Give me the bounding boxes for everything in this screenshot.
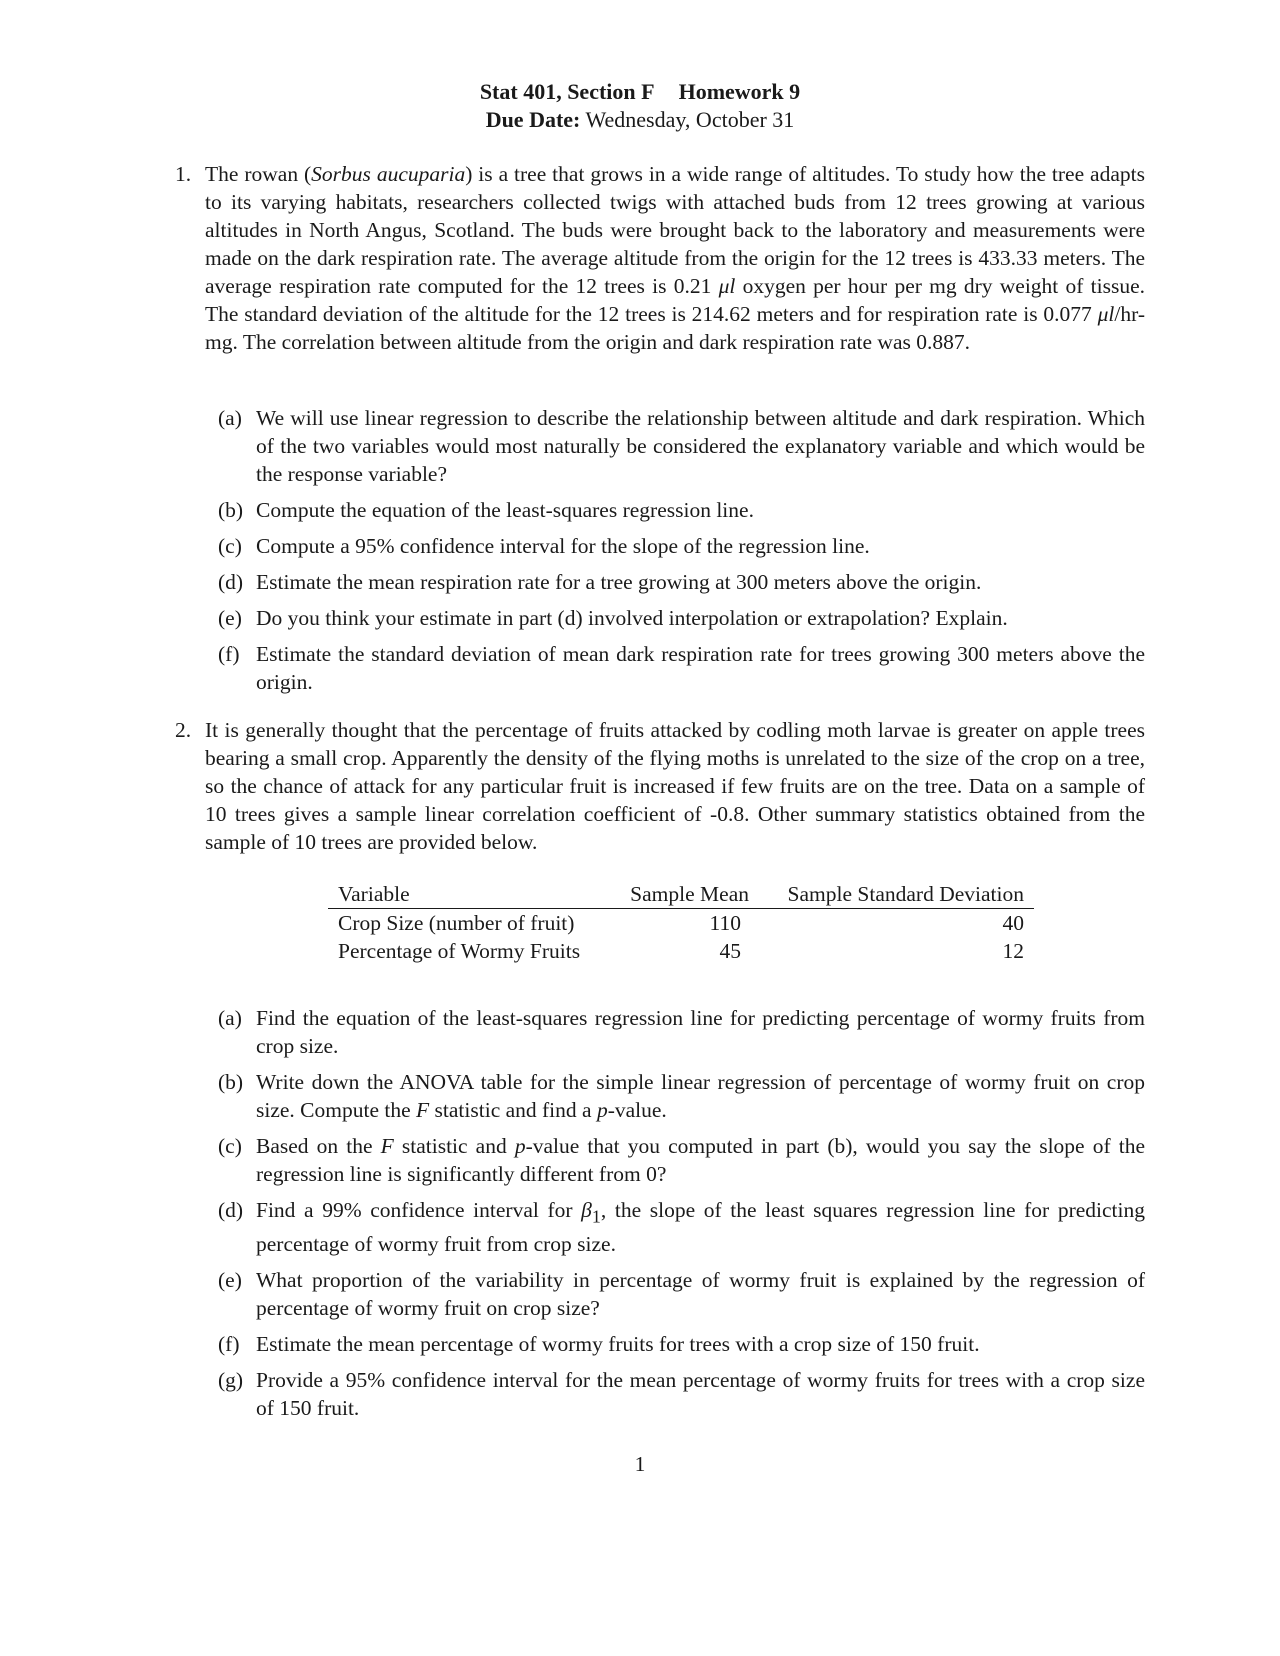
table-cell: 45 — [719, 939, 741, 963]
part-text: What proportion of the variability in percentage of wormy fruit is explained by the regression of percentage of wormy fruit on crop size? — [256, 1268, 1145, 1321]
part-item — [218, 604, 1145, 632]
part-text: Compute the equation of the least-squares regression line. — [256, 498, 754, 522]
course-title-line — [0, 78, 1280, 106]
part-text: Compute a 95% confidence interval for the slope of the regression line. — [256, 534, 870, 558]
question-1 — [175, 160, 1145, 356]
part-text: We will use linear regression to describe the relationship between altitude and dark respiration. Which of the two variables would most naturally be considered the explanatory variable and which would be the response variable? — [256, 406, 1145, 486]
part-text: Estimate the standard deviation of mean dark respiration rate for trees growing 300 meters above the origin. — [256, 642, 1145, 694]
part-text: Do you think your estimate in part (d) involved interpolation or extrapolation? Explain. — [256, 606, 1008, 630]
part-text: Estimate the mean respiration rate for a tree growing at 300 meters above the origin. — [256, 570, 982, 594]
p-symbol: p — [514, 1134, 526, 1158]
part-item — [218, 568, 1145, 596]
table-cell: 110 — [709, 911, 741, 935]
table-cell: Crop Size (number of fruit) — [338, 911, 575, 935]
part-label: (f) — [218, 1332, 240, 1357]
part-text: Find the equation of the least-squares regression line for predicting percentage of wormy fruits from crop size. — [256, 1006, 1145, 1058]
part-text: Estimate the mean percentage of wormy fruits for trees with a crop size of 150 fruit. — [256, 1332, 980, 1357]
page-header — [0, 78, 1280, 134]
part-text: statistic and — [393, 1134, 515, 1158]
part-label: (g) — [218, 1368, 244, 1393]
table-header-cell: Variable — [338, 882, 410, 906]
f-symbol: F — [380, 1134, 394, 1158]
part-label: (d) — [218, 1198, 244, 1222]
part-text: -value that you computed in part (b), would you say the slope of the regression line is significantly different from 0? — [256, 1134, 1145, 1186]
table-cell: 12 — [1002, 939, 1024, 963]
part-label: (c) — [218, 1134, 242, 1158]
part-item — [218, 1068, 1145, 1124]
part-label: (f) — [218, 642, 240, 666]
table-header-cell: Sample Mean — [630, 882, 749, 906]
question-2-parts — [218, 1004, 1145, 1430]
question-number: 2. — [175, 718, 192, 742]
assignment-title: Homework 9 — [678, 79, 801, 104]
beta-subscript: 1 — [591, 1206, 601, 1227]
part-item — [218, 640, 1145, 696]
question-1-parts — [218, 404, 1145, 704]
page-number: 1 — [634, 1452, 646, 1476]
part-item — [218, 496, 1145, 524]
part-text: statistic and find a — [429, 1098, 597, 1122]
part-text: Write down the ANOVA table for the simple linear regression of percentage of wormy fruit on crop size. Compute the — [256, 1070, 1145, 1122]
part-text: Based on the — [256, 1134, 381, 1158]
course-title: Stat 401, Section F — [479, 79, 655, 104]
unit-microliter: μl — [1097, 302, 1115, 326]
part-item — [218, 1196, 1145, 1258]
part-label: (d) — [218, 570, 244, 594]
table-header-cell: Sample Standard Deviation — [787, 882, 1024, 906]
table-cell: Percentage of Wormy Fruits — [338, 939, 581, 963]
part-label: (b) — [218, 1070, 244, 1094]
part-item — [218, 404, 1145, 488]
part-label: (c) — [218, 534, 242, 558]
unit-microliter: μl — [718, 274, 736, 298]
question-text: It is generally thought that the percentage of fruits attacked by codling moth larvae is greater on apple trees bearing a small crop. Apparently the density of the flying moths is unrelated to the size of the crop on a tree, so the chance of attack for any particular fruit is increased if few fruits are on the tree. Data on a sample of 10 trees gives a sample linear correlation coefficient of -0.8. Other summary statistics obtained from the sample of 10 trees are provided below. — [205, 718, 1145, 854]
text-segment: /hr-mg. The correlation between altitude from the origin and dark respiration rate was 0.887. — [205, 302, 1145, 354]
text-segment: The rowan ( — [205, 162, 312, 186]
f-symbol: F — [416, 1098, 430, 1122]
due-date-label: Due Date: — [485, 107, 581, 132]
part-text: Find a 99% confidence interval for — [256, 1198, 582, 1222]
part-item — [218, 1330, 1145, 1358]
part-item — [218, 1004, 1145, 1060]
table-row — [328, 909, 1034, 937]
table-cell: 40 — [1002, 911, 1024, 935]
part-label: (e) — [218, 606, 242, 630]
part-item — [218, 1132, 1145, 1188]
table-header-row — [328, 880, 1034, 908]
part-item — [218, 1266, 1145, 1322]
due-date-line — [0, 106, 1280, 134]
question-text — [205, 160, 1145, 356]
text-segment: ) is a tree that grows in a wide range of altitudes. To study how the tree adapts to its varying habitats, researchers collected twigs with attached buds from 12 trees growing at various altitudes in North Angus, Scotland. The buds were brought back to the laboratory and measurements were made on the dark respiration rate. The average altitude from the origin for the 12 trees is 433.33 meters. The average respiration rate computed for the 12 trees is 0.21 — [205, 162, 1145, 298]
question-number: 1. — [175, 162, 192, 186]
summary-statistics-table — [328, 880, 1034, 965]
part-item — [218, 532, 1145, 560]
part-label: (a) — [218, 1006, 242, 1030]
beta-symbol: β — [581, 1198, 592, 1222]
part-text: , the slope of the least squares regression line for predicting percentage of wormy fruit from crop size. — [256, 1198, 1145, 1257]
table-row — [328, 937, 1034, 965]
part-label: (e) — [218, 1268, 242, 1293]
text-segment: oxygen per hour per mg dry weight of tissue. The standard deviation of the altitude for the 12 trees is 214.62 meters and for respiration rate is 0.077 — [205, 274, 1145, 326]
part-label: (a) — [218, 406, 242, 430]
part-text: Provide a 95% confidence interval for the mean percentage of wormy fruits for trees with a crop size of 150 fruit. — [256, 1368, 1145, 1421]
due-date-value: Wednesday, October 31 — [585, 107, 795, 132]
question-2 — [175, 716, 1145, 856]
species-name: Sorbus aucuparia — [311, 162, 466, 186]
part-label: (b) — [218, 498, 244, 522]
p-symbol: p — [596, 1098, 608, 1122]
part-item — [218, 1366, 1145, 1422]
part-text: -value. — [607, 1098, 667, 1122]
